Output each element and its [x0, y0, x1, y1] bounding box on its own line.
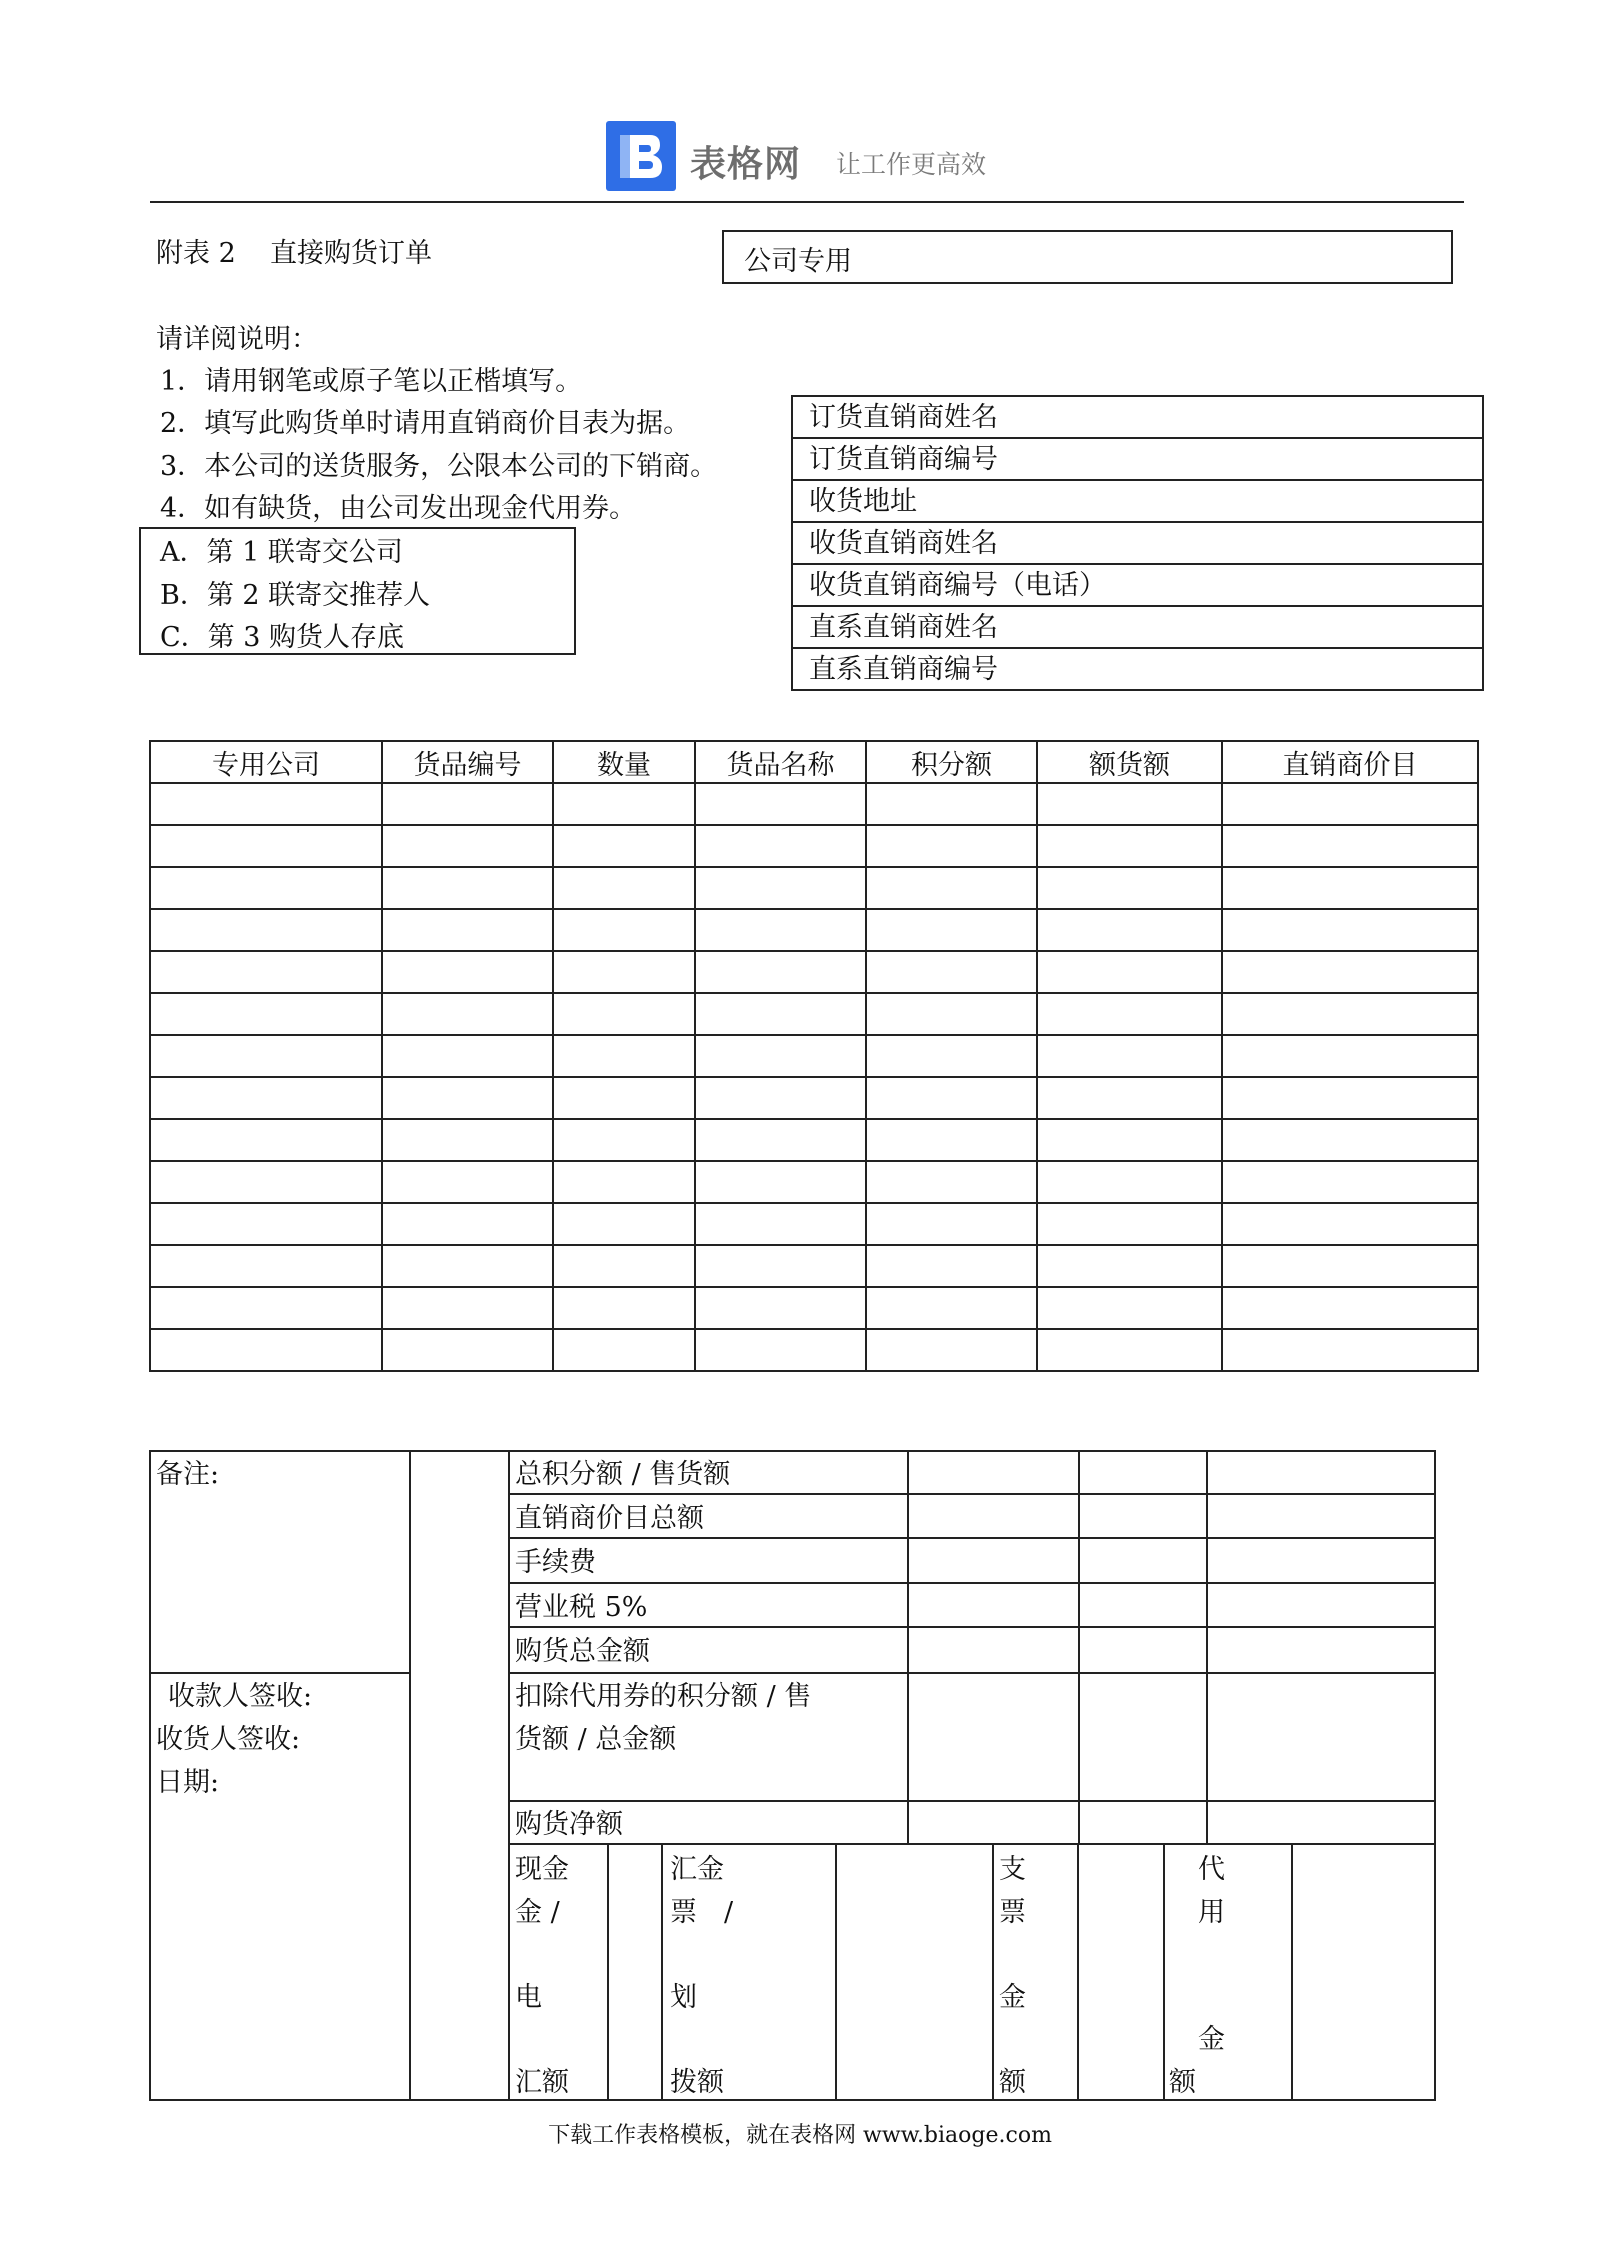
summary-divider — [409, 1450, 411, 2101]
goods-cell[interactable] — [695, 951, 866, 993]
payee-signature-label: 收款人签收: — [168, 1681, 313, 1712]
summary-divider — [508, 1843, 1436, 1845]
header-divider — [150, 201, 1464, 203]
goods-cell[interactable] — [553, 909, 695, 951]
goods-cell[interactable] — [553, 783, 695, 825]
summary-divider — [508, 1450, 510, 2101]
summary-row-label: 营业税 5% — [515, 1592, 648, 1623]
goods-cell[interactable] — [695, 1203, 866, 1245]
form-title: 直接购货订单 — [270, 238, 432, 269]
summary-row-label: 总积分额 / 售货额 — [515, 1459, 731, 1490]
goods-cell[interactable] — [553, 1245, 695, 1287]
goods-cell[interactable] — [866, 825, 1037, 867]
brand-slogan: 让工作更高效 — [836, 150, 987, 179]
goods-cell[interactable] — [1222, 1245, 1478, 1287]
goods-table-row — [150, 1035, 1478, 1077]
goods-cell[interactable] — [1222, 1077, 1478, 1119]
goods-cell[interactable] — [866, 1203, 1037, 1245]
goods-cell[interactable] — [1037, 783, 1222, 825]
cash-label: 现金 — [515, 1854, 569, 1885]
goods-cell[interactable] — [1222, 825, 1478, 867]
goods-cell[interactable] — [553, 1035, 695, 1077]
goods-cell[interactable] — [695, 1119, 866, 1161]
company-use-label: 公司专用 — [744, 246, 852, 277]
goods-cell[interactable] — [1222, 1287, 1478, 1329]
column-header: 直销商价目 — [1222, 741, 1478, 783]
goods-cell[interactable] — [1037, 993, 1222, 1035]
draft-label: 拨额 — [670, 2067, 724, 2098]
goods-cell[interactable] — [1222, 951, 1478, 993]
goods-cell[interactable] — [382, 1161, 553, 1203]
goods-table-row — [150, 867, 1478, 909]
voucher-label: 用 — [1198, 1897, 1225, 1928]
goods-cell[interactable] — [382, 951, 553, 993]
voucher-label: 额 — [1169, 2067, 1196, 2098]
goods-cell[interactable] — [866, 1287, 1037, 1329]
goods-table — [149, 740, 1479, 1372]
info-field-label: 收货直销商编号（电话） — [792, 564, 1483, 606]
cheque-label: 额 — [999, 2067, 1026, 2098]
goods-cell[interactable] — [1037, 909, 1222, 951]
goods-cell[interactable] — [695, 867, 866, 909]
goods-cell[interactable] — [553, 993, 695, 1035]
summary-divider — [149, 1672, 411, 1674]
copy-distribution-box — [139, 527, 576, 655]
summary-divider — [1163, 1843, 1165, 2101]
goods-cell[interactable] — [1037, 1329, 1222, 1371]
summary-divider — [508, 1582, 1436, 1584]
instructions-heading: 请详阅说明： — [156, 324, 318, 355]
goods-cell[interactable] — [1037, 1161, 1222, 1203]
instruction-item: 3．本公司的送货服务，公限本公司的下销商。 — [160, 451, 718, 482]
goods-cell[interactable] — [150, 867, 382, 909]
goods-cell[interactable] — [382, 909, 553, 951]
remark-label: 备注: — [156, 1459, 220, 1490]
cash-label: 汇额 — [515, 2067, 569, 2098]
goods-cell[interactable] — [382, 1077, 553, 1119]
draft-label: 票 / — [670, 1897, 734, 1928]
goods-cell[interactable] — [695, 1329, 866, 1371]
copy-item: C．第 3 购货人存底 — [160, 622, 405, 653]
goods-cell[interactable] — [866, 1329, 1037, 1371]
summary-divider — [607, 1843, 609, 2101]
receiver-signature-label: 收货人签收: — [156, 1724, 301, 1755]
goods-cell[interactable] — [553, 1161, 695, 1203]
goods-cell[interactable] — [150, 993, 382, 1035]
copy-item: B．第 2 联寄交推荐人 — [160, 580, 431, 611]
column-header: 积分额 — [866, 741, 1037, 783]
goods-cell[interactable] — [150, 1035, 382, 1077]
summary-row-label: 直销商价目总额 — [515, 1503, 704, 1534]
goods-table-row — [150, 909, 1478, 951]
goods-cell[interactable] — [150, 783, 382, 825]
voucher-label: 金 — [1198, 2024, 1225, 2055]
form-title-prefix: 附表 2 — [156, 238, 236, 269]
goods-cell[interactable] — [150, 825, 382, 867]
instruction-item: 4．如有缺货，由公司发出现金代用券。 — [160, 493, 637, 524]
goods-cell[interactable] — [382, 1287, 553, 1329]
goods-cell[interactable] — [695, 825, 866, 867]
brand-name: 表格网 — [690, 144, 802, 185]
goods-cell[interactable] — [150, 1287, 382, 1329]
goods-cell[interactable] — [1222, 1161, 1478, 1203]
goods-cell[interactable] — [1222, 1035, 1478, 1077]
summary-divider — [508, 1800, 1436, 1802]
goods-cell[interactable] — [553, 1329, 695, 1371]
goods-cell[interactable] — [1037, 1119, 1222, 1161]
goods-cell[interactable] — [553, 867, 695, 909]
goods-cell[interactable] — [150, 909, 382, 951]
goods-cell[interactable] — [1037, 1077, 1222, 1119]
goods-cell[interactable] — [866, 1161, 1037, 1203]
goods-cell[interactable] — [1037, 825, 1222, 867]
goods-cell[interactable] — [695, 1035, 866, 1077]
goods-table-row — [150, 1245, 1478, 1287]
column-header: 数量 — [553, 741, 695, 783]
summary-divider — [1078, 1450, 1080, 1845]
summary-divider — [508, 1493, 1436, 1495]
summary-border — [149, 1450, 151, 2101]
cash-label: 金 / — [515, 1897, 560, 1928]
goods-table-row — [150, 1203, 1478, 1245]
goods-cell[interactable] — [1222, 1203, 1478, 1245]
deduct-label: 货额 / 总金额 — [515, 1724, 677, 1755]
goods-cell[interactable] — [695, 993, 866, 1035]
instruction-item: 1．请用钢笔或原子笔以正楷填写。 — [160, 366, 583, 397]
goods-cell[interactable] — [382, 1245, 553, 1287]
info-field-label: 收货直销商姓名 — [792, 522, 1483, 564]
goods-cell[interactable] — [866, 909, 1037, 951]
summary-border — [149, 1450, 1436, 1452]
goods-cell[interactable] — [695, 909, 866, 951]
company-use-box — [722, 230, 1453, 284]
instruction-item: 2．填写此购货单时请用直销商价目表为据。 — [160, 408, 691, 439]
column-header: 专用公司 — [150, 741, 382, 783]
goods-cell[interactable] — [382, 1329, 553, 1371]
goods-cell[interactable] — [866, 993, 1037, 1035]
goods-cell[interactable] — [866, 1119, 1037, 1161]
info-field-label: 直系直销商编号 — [792, 648, 1483, 690]
goods-cell[interactable] — [1037, 1203, 1222, 1245]
goods-table-row — [150, 825, 1478, 867]
goods-cell[interactable] — [553, 825, 695, 867]
goods-table-row — [150, 1077, 1478, 1119]
goods-cell[interactable] — [866, 951, 1037, 993]
info-field-label: 收货地址 — [792, 480, 1483, 522]
goods-cell[interactable] — [382, 867, 553, 909]
goods-cell[interactable] — [695, 1077, 866, 1119]
voucher-label: 代 — [1198, 1854, 1225, 1885]
goods-cell[interactable] — [553, 1077, 695, 1119]
goods-cell[interactable] — [1222, 1119, 1478, 1161]
goods-cell[interactable] — [1222, 909, 1478, 951]
goods-cell[interactable] — [1222, 867, 1478, 909]
goods-table-row — [150, 951, 1478, 993]
cheque-label: 支 — [999, 1854, 1026, 1885]
column-header: 额货额 — [1037, 741, 1222, 783]
goods-cell[interactable] — [866, 783, 1037, 825]
goods-table-row — [150, 1329, 1478, 1371]
summary-divider — [907, 1450, 909, 1845]
info-field-label: 直系直销商姓名 — [792, 606, 1483, 648]
goods-cell[interactable] — [695, 783, 866, 825]
goods-cell[interactable] — [1037, 1287, 1222, 1329]
goods-cell[interactable] — [553, 1287, 695, 1329]
draft-label: 汇金 — [670, 1854, 724, 1885]
summary-divider — [1206, 1450, 1208, 1845]
goods-cell[interactable] — [866, 867, 1037, 909]
goods-cell[interactable] — [1222, 783, 1478, 825]
goods-cell[interactable] — [150, 1245, 382, 1287]
goods-cell[interactable] — [382, 993, 553, 1035]
page-footer: 下载工作表格模板，就在表格网 www.biaoge.com — [548, 2123, 1052, 2148]
net-amount-label: 购货净额 — [515, 1809, 623, 1840]
summary-border — [1434, 1450, 1436, 2101]
goods-cell[interactable] — [150, 1161, 382, 1203]
goods-cell[interactable] — [150, 1203, 382, 1245]
summary-divider — [992, 1843, 994, 2101]
distributor-info-table — [791, 395, 1484, 691]
summary-divider — [661, 1843, 663, 2101]
goods-cell[interactable] — [150, 1119, 382, 1161]
goods-cell[interactable] — [866, 1035, 1037, 1077]
goods-cell[interactable] — [866, 1077, 1037, 1119]
goods-table-row — [150, 1161, 1478, 1203]
summary-divider — [1077, 1843, 1079, 2101]
column-header: 货品名称 — [695, 741, 866, 783]
draft-label: 划 — [670, 1982, 697, 2013]
summary-divider — [508, 1672, 1436, 1674]
info-field-label: 订货直销商编号 — [792, 438, 1483, 480]
goods-table-row — [150, 783, 1478, 825]
cheque-label: 票 — [999, 1897, 1026, 1928]
goods-cell[interactable] — [382, 783, 553, 825]
cash-label: 电 — [515, 1982, 542, 2013]
summary-row-label: 购货总金额 — [515, 1636, 650, 1667]
goods-cell[interactable] — [866, 1245, 1037, 1287]
info-field-label: 订货直销商姓名 — [792, 396, 1483, 438]
goods-cell[interactable] — [695, 1161, 866, 1203]
goods-cell[interactable] — [1222, 1329, 1478, 1371]
goods-cell[interactable] — [382, 1119, 553, 1161]
goods-cell[interactable] — [553, 1119, 695, 1161]
copy-item: A．第 1 联寄交公司 — [160, 537, 403, 568]
goods-table-row — [150, 993, 1478, 1035]
goods-cell[interactable] — [1037, 951, 1222, 993]
goods-cell[interactable] — [695, 1245, 866, 1287]
goods-cell[interactable] — [1222, 993, 1478, 1035]
summary-divider — [1291, 1843, 1293, 2101]
goods-cell[interactable] — [553, 951, 695, 993]
goods-cell[interactable] — [382, 1203, 553, 1245]
deduct-label: 扣除代用券的积分额 / 售 — [515, 1681, 812, 1712]
goods-cell[interactable] — [150, 1329, 382, 1371]
goods-cell[interactable] — [695, 1287, 866, 1329]
summary-divider — [835, 1843, 837, 2101]
goods-cell[interactable] — [382, 825, 553, 867]
goods-table-header — [150, 741, 1478, 783]
summary-divider — [508, 1626, 1436, 1628]
goods-table-row — [150, 1287, 1478, 1329]
summary-divider — [508, 1537, 1436, 1539]
column-header: 货品编号 — [382, 741, 553, 783]
goods-cell[interactable] — [1037, 867, 1222, 909]
biaoge-logo-icon — [606, 121, 676, 191]
goods-cell[interactable] — [150, 1077, 382, 1119]
goods-cell[interactable] — [553, 1203, 695, 1245]
summary-border — [149, 2099, 1436, 2101]
goods-cell[interactable] — [1037, 1035, 1222, 1077]
summary-row-label: 手续费 — [515, 1547, 596, 1578]
goods-table-row — [150, 1119, 1478, 1161]
date-label: 日期: — [156, 1767, 220, 1798]
cheque-label: 金 — [999, 1982, 1026, 2013]
goods-cell[interactable] — [382, 1035, 553, 1077]
goods-cell[interactable] — [1037, 1245, 1222, 1287]
goods-cell[interactable] — [150, 951, 382, 993]
